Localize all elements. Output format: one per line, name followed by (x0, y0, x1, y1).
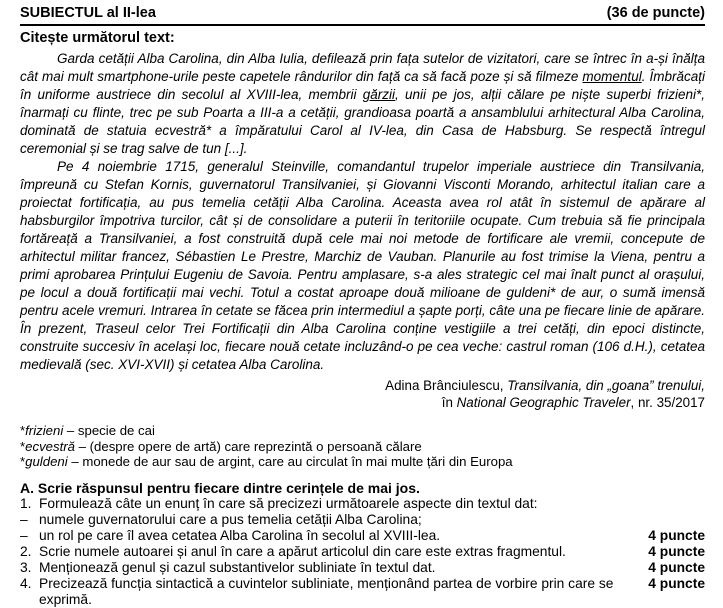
attribution (20, 378, 705, 411)
footnote-term: guldeni (25, 454, 68, 469)
quoted-text-block (20, 50, 705, 374)
footnote-frizieni: *frizieni – specie de cai (20, 423, 155, 438)
footnotes (20, 423, 705, 470)
attribution-line-2 (20, 395, 705, 412)
underlined-word-momentul: momentul (582, 69, 642, 84)
quote-p1-segment-3: , unii pe jos, alții călare pe niște superbi frizieni*, înarmați cu flinte, trec pe sub Poarta a III-a a cetății, grandioasa poartă a ansamblului arhitectural Alba Carolina, dominată de statuia ecvestră* a împăratului Carol al IV-lea, din Casa de Habsburg. Se respectă întregul ceremonial și se trag salve de tun [...]. (20, 87, 705, 156)
attribution-issue: , nr. 35/2017 (630, 394, 705, 410)
item-text: Formulează câte un enunț în care să precizezi următoarele aspecte din textul dat: (39, 495, 538, 511)
item-text: numele guvernatorului care a pus temelia cetății Alba Carolina; (39, 511, 422, 527)
footnote-term: frizieni (25, 423, 64, 438)
requirement-2 (20, 544, 705, 560)
requirement-1-bullet-1 (20, 512, 705, 528)
subject-header (20, 5, 705, 26)
quote-p1-segment-2: . Îmbrăcați în uniforme austriece din secolul al XVIII-lea, membrii (20, 69, 705, 102)
section-a (20, 480, 705, 608)
footnote-term: ecvestră (25, 438, 75, 454)
attribution-magazine: National Geographic Traveler (456, 394, 631, 410)
footnote-definition: – monede de aur sau de argint, care au circulat în mai multe țări din Europa (71, 454, 513, 469)
item-text: Menționează genul și cazul substantivelor subliniate în textul dat. (39, 559, 436, 575)
attribution-work-title: Transilvania, din „goana” trenului, (507, 378, 705, 393)
subject-points: (36 de puncte) (606, 5, 705, 21)
item-marker: – (20, 527, 28, 543)
requirement-1-bullet-2 (20, 528, 705, 544)
item-marker: 3. (20, 559, 32, 575)
attribution-in: în (441, 394, 453, 410)
quote-paragraph-1 (20, 50, 705, 158)
footnote-ecvestra: *ecvestră – (despre opere de artă) care reprezintă o persoană călare (20, 438, 422, 454)
item-text: Precizează funcția sintactică a cuvintelor subliniate, menționând partea de vorbire prin care se exprimă. (39, 575, 614, 607)
item-points: 4 puncte (648, 575, 705, 591)
footnote-definition: – specie de cai (66, 423, 155, 438)
underlined-word-garzii: gărzii (362, 87, 395, 102)
quote-p1-segment-1: Garda cetății Alba Carolina, din Alba Iulia, defilează prin fața sutelor de vizitatori, care se întrec în a-și înălța cât mai mult smartphone-urile peste capetele rândurilor din față ca să facă poze și să filmeze (20, 51, 705, 84)
item-text: Scrie numele autoarei și anul în care a apărut articolul din care este extras fragmentul. (39, 543, 566, 559)
item-points: 4 puncte (648, 543, 705, 559)
footnote-guldeni: *guldeni – monede de aur sau de argint, care au circulat în mai multe țări din Europa (20, 454, 513, 469)
section-a-heading: A. Scrie răspunsul pentru fiecare dintre cerințele de mai jos. (20, 479, 420, 496)
item-marker: – (20, 511, 28, 527)
item-text: un rol pe care îl avea cetatea Alba Carolina în secolul al XVIII-lea. (39, 527, 441, 543)
requirement-4-clipped (20, 576, 705, 608)
read-instruction: Citește următorul text: (20, 30, 175, 46)
requirement-3 (20, 560, 705, 576)
quote-paragraph-2: Pe 4 noiembrie 1715, generalul Steinville, comandantul trupelor imperiale austriece din Transilvania, împreună cu Stefan Kornis, guvernatorul Transilvaniei, și Giovanni Visconti Morando, arhitectul italian care a proiectat fortificația, au pus temelia cetății Alba Carolina. Aceasta avea rol atât în sistemul de apărare al habsburgilor împotriva turcilor, cât și de consolidare a puterii în teritoriile ocupate. Cum trebuia să fie principala fortăreață a Transilvaniei, a fost construită după cele mai noi metode de fortificare ale vremii, concepute de arhitectul militar francez, Sébastien Le Prestre, Marchiz de Vauban. Planurile au fost trimise la Viena, pentru a primi aprobarea Prințului Eugeniu de Savoia. Pentru amplasare, s-a ales strategic cel mai înalt punct al orașului, pe locul a două fortificații mai vechi. Totul a costat aproape două milioane de guldeni* de aur, o sumă imensă pentru acele vremuri. Intrarea în cetate se făcea prin intermediul a șapte porți, câte una pe fiecare linie de apărare. În prezent, Traseul celor Trei Fortificații din Alba Carolina conține vestigiile a trei cetăți, din epoci distincte, construite succesiv în același loc, fiecare nouă cetate incluzând-o pe cea veche: castrul roman (106 d.H.), cetatea medievală (sec. XVI-XVII) și cetatea Alba Carolina. (20, 159, 705, 372)
item-points: 4 puncte (648, 559, 705, 575)
item-marker: 1. (20, 495, 32, 511)
item-marker: 2. (20, 543, 32, 559)
item-marker: 4. (20, 575, 32, 591)
attribution-author: Adina Brânciulescu, (385, 378, 504, 393)
requirement-1 (20, 496, 705, 512)
item-points: 4 puncte (648, 527, 705, 543)
attribution-line-1 (20, 378, 705, 395)
subject-title: SUBIECTUL al II-lea (20, 5, 156, 21)
footnote-definition: – (despre opere de artă) care reprezintă o persoană călare (78, 438, 422, 454)
